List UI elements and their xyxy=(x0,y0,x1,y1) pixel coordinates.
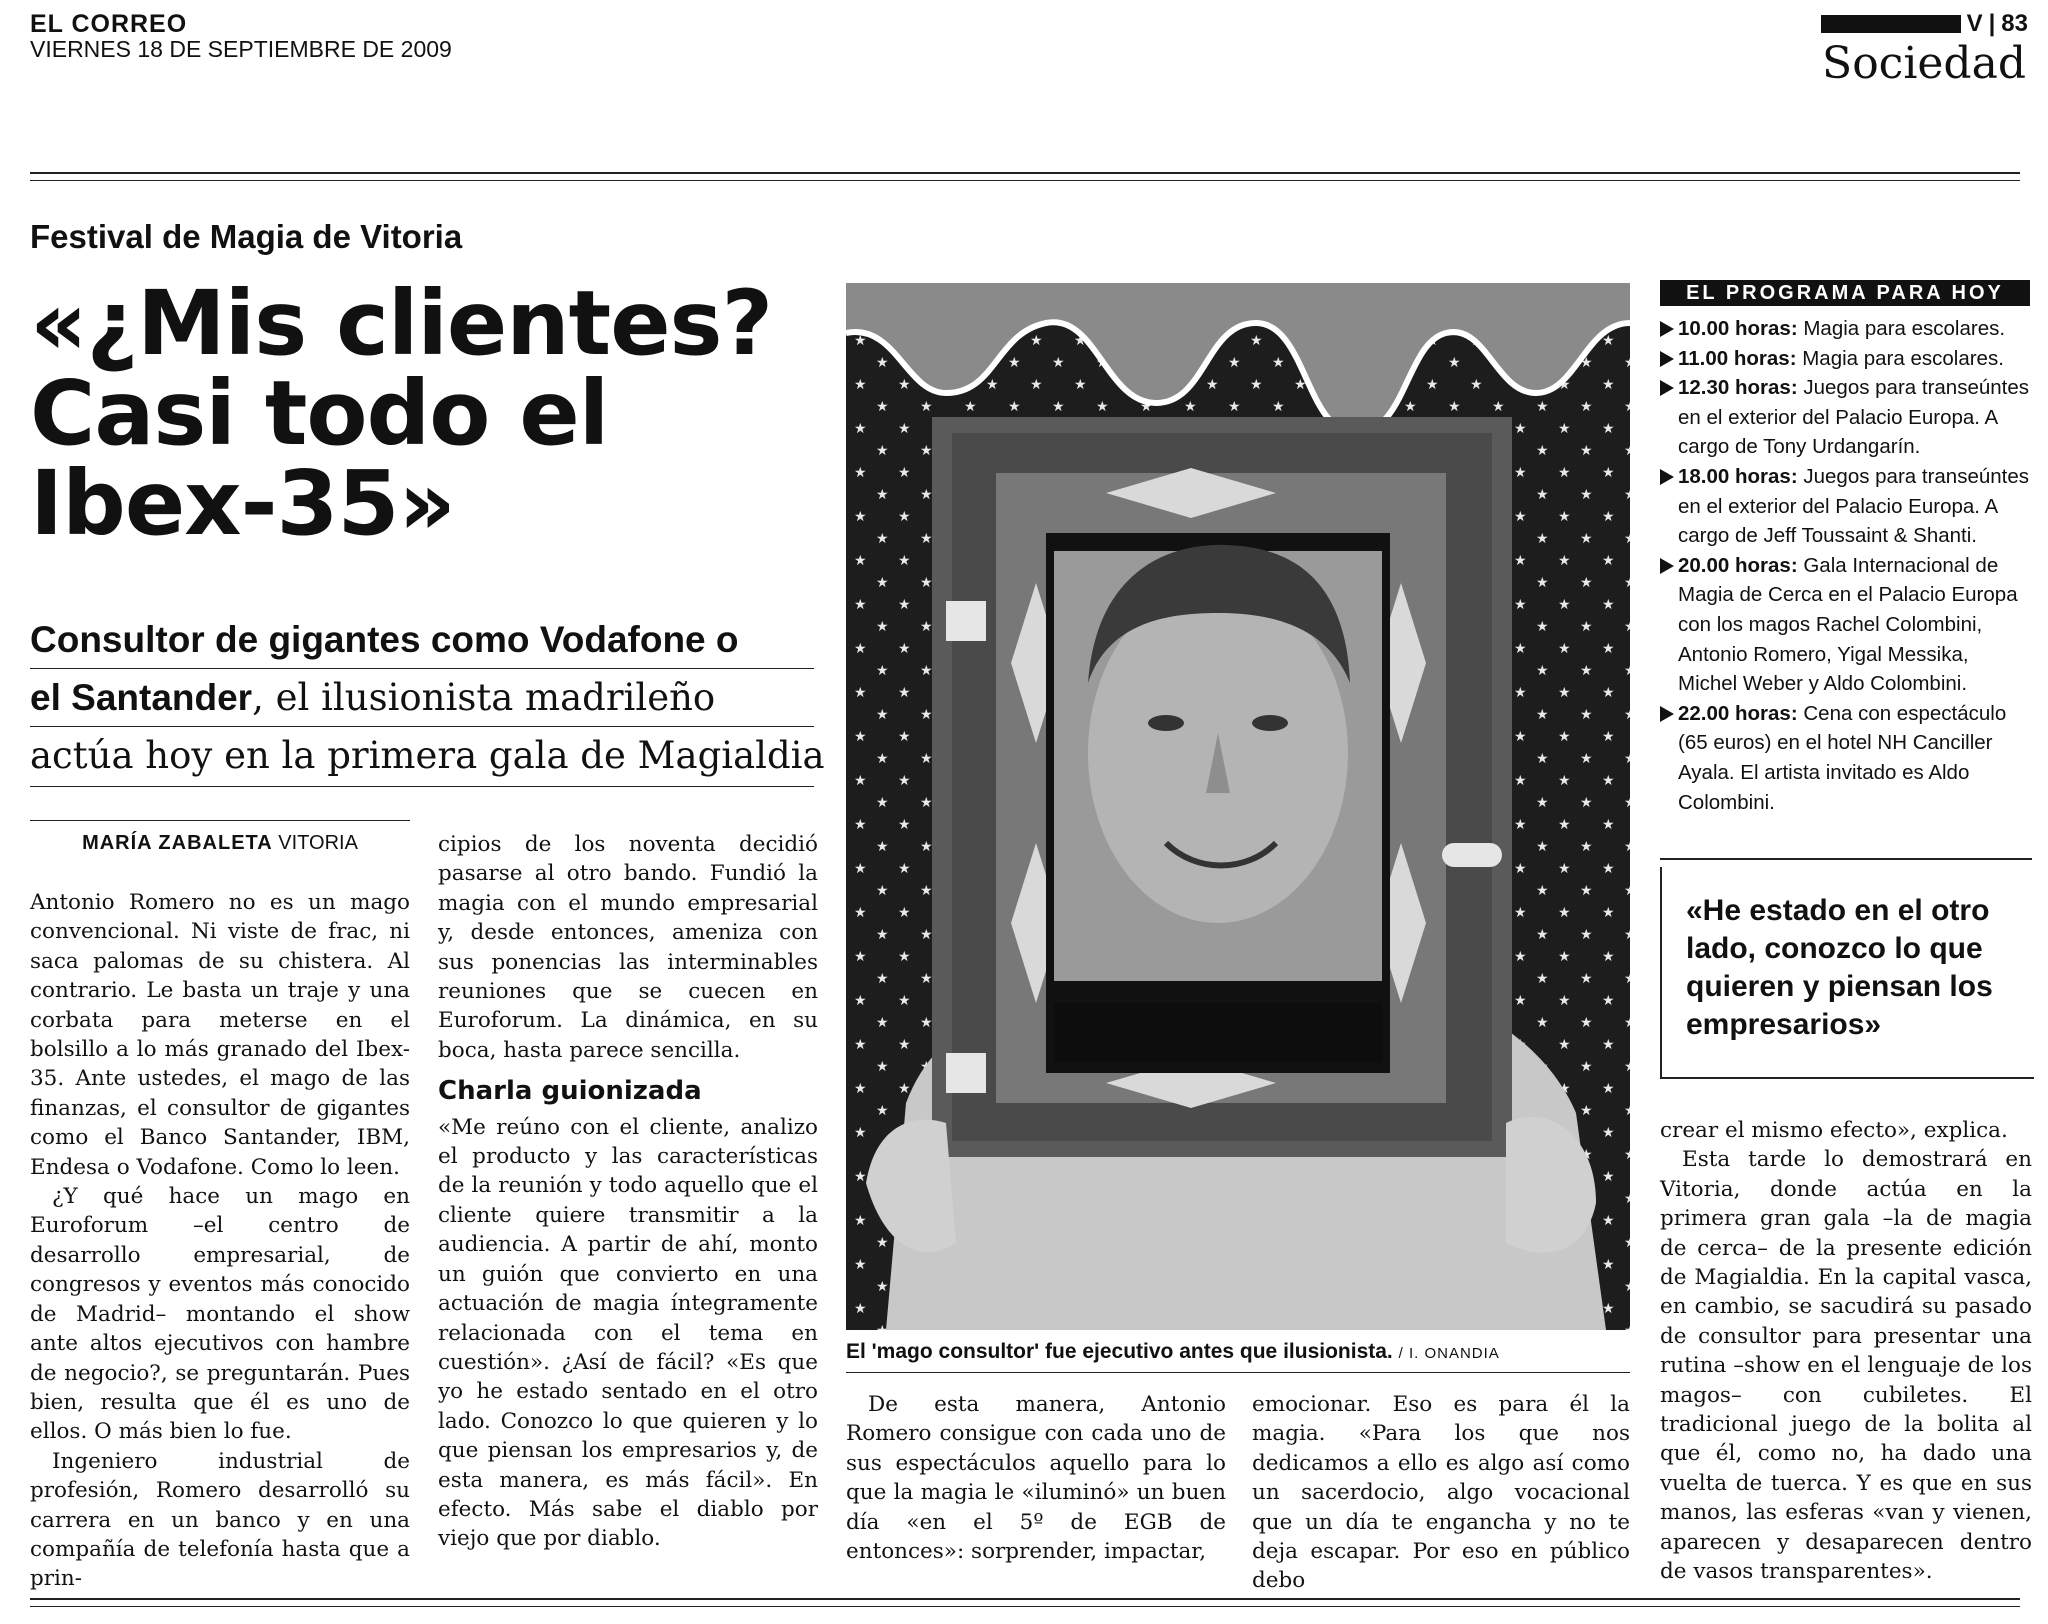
program-text: Magia para escolares. xyxy=(1802,346,2004,370)
program-time: 10.00 horas: xyxy=(1678,317,1798,340)
article-column-3 xyxy=(846,1390,1226,1566)
paragraph: Ingeniero industrial de profesión, Romero desarrolló su carrera en un banco y en una compañía de telefonía hasta que a prin- xyxy=(30,1448,410,1592)
bottom-rule-thin xyxy=(30,1606,2020,1607)
kicker: Festival de Magia de Vitoria xyxy=(30,218,463,255)
photo-credit: / I. ONANDIA xyxy=(1398,1345,1500,1362)
top-rule xyxy=(30,172,2020,174)
section-bar xyxy=(1821,15,1961,33)
deck-line-2-bold: el Santander xyxy=(30,677,253,718)
arrow-icon xyxy=(1660,380,1674,396)
program-item xyxy=(1660,344,2032,374)
arrow-icon xyxy=(1660,558,1674,574)
page-separator: | xyxy=(1988,10,1996,37)
paragraph: ¿Y qué hace un mago en Euroforum –el centro de desarrollo empresarial, de congresos y eventos más conocido de Madrid– montando el show ante altos ejecutivos con hambre de negocio?, se preguntarán. Pues bien, resulta que él es uno de ellos. O más bien lo fue. xyxy=(30,1184,410,1445)
subhead: Charla guionizada xyxy=(438,1076,702,1107)
program-text: Juegos para transeúntes en el exterior del Palacio Europa. A cargo de Tony Urdangarín. xyxy=(1678,376,2030,459)
top-rule-thin xyxy=(30,180,2020,181)
byline-rule xyxy=(30,820,410,821)
program-time: 12.30 horas: xyxy=(1678,376,1798,400)
program-item xyxy=(1660,462,2032,551)
paragraph: emocionar. Eso es para él la magia. «Para los que nos dedicamos a ello es algo así como un sacerdocio, algo vocacional que un día te engancha y no te deja escapar. Por eso en público debo xyxy=(1252,1392,1630,1594)
paragraph: De esta manera, Antonio Romero consigue con cada uno de sus espectáculos aquello para lo que la magia le «iluminó» un buen día «en el 5º de EGB de entonces»: sorprender, impactar, xyxy=(846,1392,1226,1565)
page-code: V xyxy=(1966,10,1983,37)
page-tag xyxy=(1821,10,2028,38)
paragraph: Antonio Romero no es un mago convencional. Ni viste de frac, ni saca palomas de su chistera. Al contrario. Le basta un traje y una corbata para meterse en el bolsillo a lo más granado del Ibex-35. Ante ustedes, el mago de las finanzas, el consultor de gigantes como el Banco Santander, IBM, Endesa o Vodafone. Como lo leen. xyxy=(30,890,410,1180)
article-photo xyxy=(846,283,1630,1330)
program-time: 11.00 horas: xyxy=(1678,346,1797,370)
article-column-5 xyxy=(1660,1116,2032,1587)
caption-rule xyxy=(846,1372,1630,1373)
deck-line-2-rest: , el ilusionista madrileño xyxy=(252,676,716,719)
article-column-2 xyxy=(438,830,818,1554)
pull-quote: «He estado en el otro lado, conozco lo que quieren y piensan los empresarios» xyxy=(1686,894,1993,1041)
arrow-icon xyxy=(1660,706,1674,722)
program-title: EL PROGRAMA PARA HOY xyxy=(1660,280,2030,306)
article-column-1 xyxy=(30,888,410,1594)
program-time: 18.00 horas: xyxy=(1678,464,1798,488)
masthead: EL CORREO xyxy=(30,10,188,38)
byline-place: VITORIA xyxy=(278,832,358,854)
deck-rule-2 xyxy=(30,726,814,727)
arrow-icon xyxy=(1660,469,1674,485)
section-title: Sociedad xyxy=(1822,38,2026,89)
sidebar-rule xyxy=(1660,858,2032,860)
paragraph: «Me reúno con el cliente, analizo el producto y las características de la reunión y todo aquello que el cliente quiere transmitir a la audiencia. A partir de ahí, monto un guión que convierto en una actuación de magia íntegramente relacionada con el tema en cuestión». ¿Así de fácil? «Es que yo he estado sentado en el otro lado. Conozco lo que quieren y lo que piensan los empresarios y, de esta manera, es más fácil». En efecto. Más sabe el diablo por viejo que por diablo. xyxy=(438,1114,818,1552)
paragraph: Esta tarde lo demostrará en Vitoria, donde actúa en la primera gran gala –la de magia de cerca– de la presente edición de Magialdia. En la capital vasca, en cambio, se sacudirá su pasado de consultor para presentar una rutina –show en el lenguaje de los magos– con cubiletes. El tradicional juego de la bolita al que él, como no, ha dado una vuelta de tuerca. Y es que en sus manos, las esferas «van y vienen, aparecen y desaparecen dentro de vasos transparentes». xyxy=(1660,1147,2032,1585)
photo-caption xyxy=(846,1340,1630,1364)
program-list xyxy=(1660,314,2032,817)
program-time: 22.00 horas: xyxy=(1678,701,1798,725)
program-text: Magia para escolares. xyxy=(1803,317,2006,340)
program-item xyxy=(1660,551,2032,699)
caption-text: El 'mago consultor' fue ejecutivo antes que ilusionista. xyxy=(846,1340,1393,1363)
deck-line-1: Consultor de gigantes como Vodafone o xyxy=(30,619,739,660)
program-text: Cena con espectáculo (65 euros) en el hotel NH Canciller Ayala. El artista invitado es Aldo Colombini. xyxy=(1678,701,2007,814)
program-item xyxy=(1660,314,2032,344)
page-number: 83 xyxy=(2001,10,2028,37)
bottom-rule xyxy=(30,1598,2020,1600)
program-item xyxy=(1660,699,2032,817)
dateline: VIERNES 18 DE SEPTIEMBRE DE 2009 xyxy=(30,36,452,62)
headline: «¿Mis clientes? Casi todo el Ibex-35» xyxy=(30,271,773,555)
deck-rule-3 xyxy=(30,786,814,787)
deck-line-3: actúa hoy en la primera gala de Magialdia xyxy=(30,734,825,777)
program-item xyxy=(1660,373,2032,462)
paragraph: crear el mismo efecto», explica. xyxy=(1660,1118,2008,1143)
article-column-4 xyxy=(1252,1390,1630,1596)
arrow-icon xyxy=(1660,321,1674,337)
byline-author: MARÍA ZABALETA xyxy=(82,832,273,854)
byline xyxy=(30,832,410,855)
deck-rule-1 xyxy=(30,668,814,669)
paragraph: cipios de los noventa decidió pasarse al otro bando. Fundió la magia con el mundo empresarial y, desde entonces, ameniza con sus ponencias las interminables reuniones que se cuecen en Euroforum. La dinámica, en su boca, hasta parece sencilla. xyxy=(438,832,818,1063)
program-text: Gala Internacional de Magia de Cerca en el Palacio Europa con los magos Rachel Colombini, Antonio Romero, Yigal Messika, Michel Weber y Aldo Colombini. xyxy=(1678,553,2018,696)
program-text: Juegos para transeúntes en el exterior del Palacio Europa. A cargo de Jeff Toussaint & Shanti. xyxy=(1678,464,2030,548)
arrow-icon xyxy=(1660,351,1674,367)
deck-line-2 xyxy=(30,676,715,720)
program-time: 20.00 horas: xyxy=(1678,553,1798,577)
magician-photo xyxy=(846,283,1630,1330)
